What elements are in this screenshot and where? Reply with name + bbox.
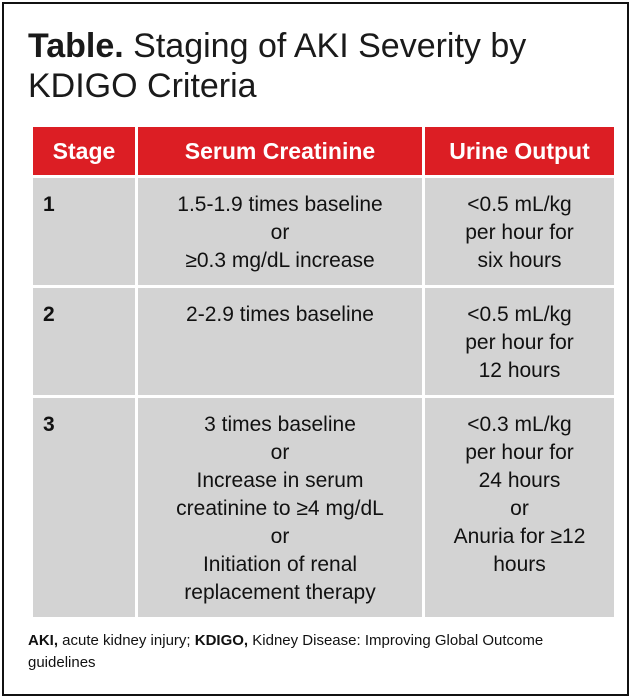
urine-line: <0.5 mL/kg — [467, 303, 572, 326]
creatinine-line: creatinine to ≥4 mg/dL — [176, 497, 384, 520]
header-stage: Stage — [33, 127, 135, 175]
table-row — [33, 178, 614, 285]
footnote-def-kdigo: Kidney Disease: Improving Global Outcome guidelines — [28, 632, 544, 671]
creatinine-line: Initiation of renal — [202, 553, 358, 576]
creatinine-line: Increase in serum — [196, 469, 364, 492]
table-row — [33, 288, 614, 395]
footnote-term-kdigo: KDIGO, — [194, 632, 249, 649]
footnote-term-aki: AKI, — [28, 632, 58, 649]
stage-cell: 3 — [33, 398, 135, 617]
urine-line: 24 hours — [478, 469, 561, 492]
header-urine-output: Urine Output — [425, 127, 614, 175]
urine-line: Anuria for ≥12 — [453, 525, 586, 548]
creatinine-line: replacement therapy — [184, 581, 376, 604]
title-text: Staging of AKI Severity by KDIGO Criteria — [28, 27, 527, 105]
urine-line: or — [510, 497, 529, 520]
creatinine-line: or — [270, 221, 290, 244]
table-footnote — [28, 630, 608, 674]
creatinine-line: or — [270, 525, 290, 548]
creatinine-line: 3 times baseline — [204, 413, 356, 436]
table-row — [33, 398, 614, 617]
creatinine-line: 2-2.9 times baseline — [186, 303, 374, 326]
urine-line: per hour for — [465, 441, 574, 464]
creatinine-line: or — [270, 441, 290, 464]
aki-staging-table — [30, 124, 617, 620]
urine-line: hours — [493, 553, 546, 576]
creatinine-cell — [138, 178, 422, 285]
creatinine-line: 1.5-1.9 times baseline — [177, 193, 383, 216]
table-title — [28, 26, 608, 106]
urine-line: 12 hours — [478, 359, 561, 382]
creatinine-cell — [138, 288, 422, 395]
urine-line: per hour for — [465, 331, 574, 354]
stage-cell: 2 — [33, 288, 135, 395]
stage-cell: 1 — [33, 178, 135, 285]
urine-line: <0.5 mL/kg — [467, 193, 572, 216]
urine-cell — [425, 398, 614, 617]
urine-line: per hour for — [465, 221, 574, 244]
urine-cell — [425, 178, 614, 285]
footnote-def-aki: acute kidney injury; — [58, 632, 195, 649]
header-serum-creatinine: Serum Creatinine — [138, 127, 422, 175]
title-label: Table. — [28, 27, 124, 65]
creatinine-cell — [138, 398, 422, 617]
urine-line: six hours — [477, 249, 562, 272]
urine-cell — [425, 288, 614, 395]
creatinine-line: ≥0.3 mg/dL increase — [185, 249, 375, 272]
header-row — [33, 127, 614, 175]
urine-line: <0.3 mL/kg — [467, 413, 572, 436]
